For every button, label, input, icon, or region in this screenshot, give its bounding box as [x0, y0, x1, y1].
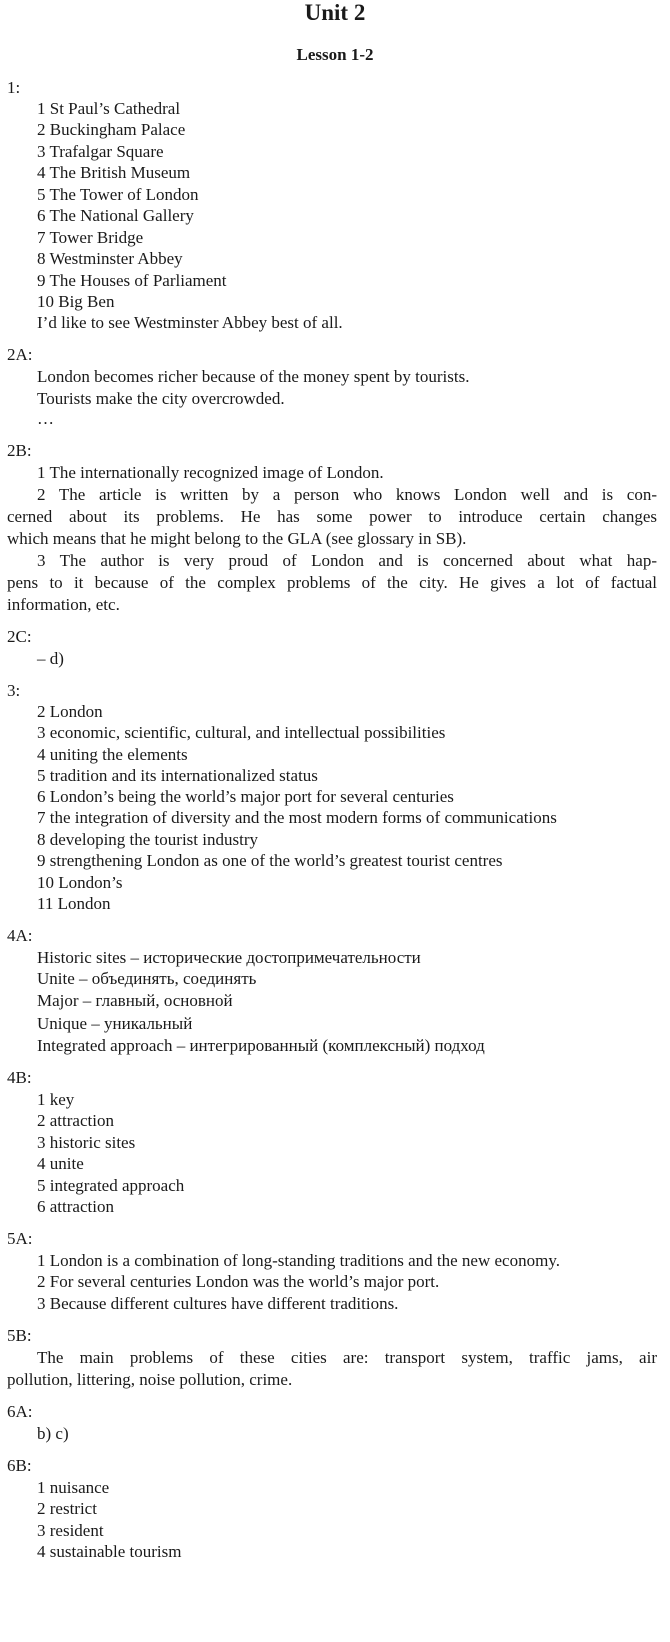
list-item: 4 uniting the elements: [37, 745, 188, 764]
list-item: Historic sites – исторические достопримечательности: [37, 948, 421, 967]
list-item: I’d like to see Westminster Abbey best of all.: [37, 313, 343, 332]
list-item: Unique – уникальный: [37, 1014, 193, 1033]
list-item: 7 Tower Bridge: [37, 228, 144, 247]
list-item: Integrated approach – интегрированный (комплексный) подход: [37, 1036, 485, 1055]
section-1-label: 1:: [7, 78, 21, 97]
list-item: …: [37, 409, 54, 428]
section-6b-label: 6B:: [7, 1456, 32, 1475]
list-item: 3 economic, scientific, cultural, and intellectual possibilities: [37, 723, 446, 742]
paragraph-line: pens to it because of the complex problems of the city. He gives a lot of factual: [7, 573, 657, 592]
list-item: 6 London’s being the world’s major port for several centuries: [37, 787, 454, 806]
list-item: 3 Because different cultures have different traditions.: [37, 1294, 399, 1313]
section-2c-label: 2C:: [7, 627, 32, 646]
paragraph-line: which means that he might belong to the GLA (see glossary in SB).: [7, 529, 467, 548]
list-item: 8 Westminster Abbey: [37, 249, 183, 268]
list-item: Unite – объединять, соединять: [37, 969, 257, 988]
section-3-label: 3:: [7, 681, 21, 700]
list-item: 2 London: [37, 702, 103, 721]
paragraph-line: 3 The author is very proud of London and is concerned about what hap-: [37, 551, 657, 570]
list-item: 4 unite: [37, 1154, 84, 1173]
list-item: 2 restrict: [37, 1499, 97, 1518]
section-4b-label: 4B:: [7, 1068, 32, 1087]
section-5a-label: 5A:: [7, 1229, 33, 1248]
list-item: 1 St Paul’s Cathedral: [37, 99, 181, 118]
list-item: 10 London’s: [37, 873, 123, 892]
paragraph-line: 2 The article is written by a person who knows London well and is con-: [37, 485, 657, 504]
list-item: 1 key: [37, 1090, 75, 1109]
list-item: 3 resident: [37, 1521, 104, 1540]
list-item: – d): [37, 649, 64, 668]
list-item: 4 The British Museum: [37, 163, 191, 182]
section-6a-label: 6A:: [7, 1402, 33, 1421]
section-5b-label: 5B:: [7, 1326, 32, 1345]
list-item: 5 tradition and its internationalized status: [37, 766, 318, 785]
list-item: 11 London: [37, 894, 111, 913]
list-item: 2 Buckingham Palace: [37, 120, 186, 139]
list-item: 10 Big Ben: [37, 292, 115, 311]
section-2a-label: 2A:: [7, 345, 33, 364]
paragraph-line: pollution, littering, noise pollution, crime.: [7, 1370, 293, 1389]
unit-title: Unit 2: [304, 0, 366, 25]
list-item: 3 historic sites: [37, 1133, 136, 1152]
lesson-title: Lesson 1-2: [296, 45, 374, 64]
list-item: 9 The Houses of Parliament: [37, 271, 227, 290]
list-item: 1 nuisance: [37, 1478, 110, 1497]
list-item: London becomes richer because of the money spent by tourists.: [37, 367, 470, 386]
list-item: 6 The National Gallery: [37, 206, 194, 225]
list-item: 3 Trafalgar Square: [37, 142, 164, 161]
list-item: 5 The Tower of London: [37, 185, 199, 204]
list-item: 2 For several centuries London was the world’s major port.: [37, 1272, 440, 1291]
list-item: 7 the integration of diversity and the most modern forms of communications: [37, 808, 557, 827]
paragraph-line: information, etc.: [7, 595, 120, 614]
list-item: 8 developing the tourist industry: [37, 830, 258, 849]
paragraph-line: The main problems of these cities are: transport system, traffic jams, air: [37, 1348, 657, 1367]
list-item: Tourists make the city overcrowded.: [37, 389, 285, 408]
list-item: 2 attraction: [37, 1111, 114, 1130]
section-4a-label: 4A:: [7, 926, 33, 945]
list-item: 9 strengthening London as one of the world’s greatest tourist centres: [37, 851, 503, 870]
paragraph-line: 1 The internationally recognized image of London.: [37, 463, 384, 482]
list-item: 5 integrated approach: [37, 1176, 185, 1195]
list-item: 1 London is a combination of long-standing traditions and the new economy.: [37, 1251, 560, 1270]
list-item: b) c): [37, 1424, 69, 1443]
section-2b-label: 2B:: [7, 441, 32, 460]
paragraph-line: cerned about its problems. He has some power to introduce certain changes: [7, 507, 657, 526]
list-item: 6 attraction: [37, 1197, 114, 1216]
list-item: 4 sustainable tourism: [37, 1542, 182, 1561]
list-item: Major – главный, основной: [37, 991, 233, 1010]
